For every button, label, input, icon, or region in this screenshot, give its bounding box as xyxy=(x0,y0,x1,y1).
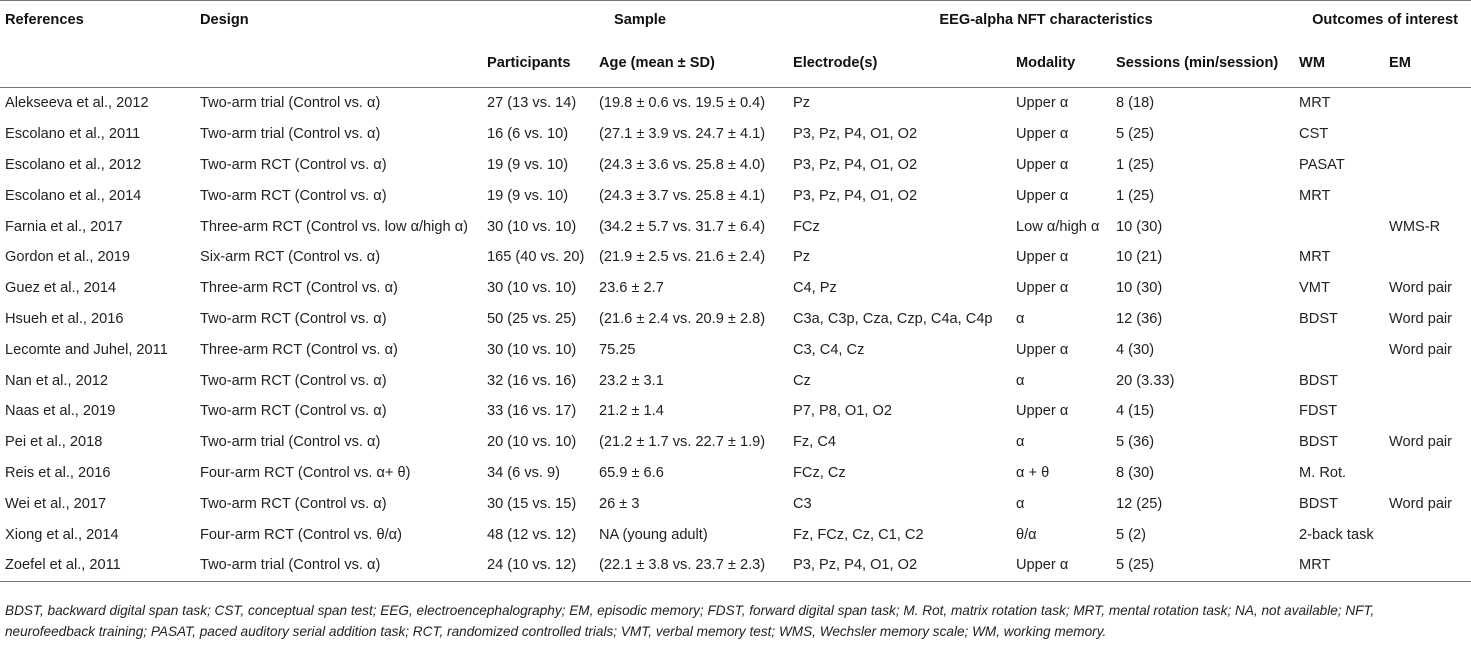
cell-modality: α xyxy=(1016,310,1025,327)
cell-age: 23.2 ± 3.1 xyxy=(599,372,664,389)
cell-design: Three-arm RCT (Control vs. α) xyxy=(200,341,398,358)
table-row xyxy=(0,304,1471,335)
cell-modality: α xyxy=(1016,495,1025,512)
cell-electrodes: Pz xyxy=(793,95,811,112)
cell-participants: 20 (10 vs. 10) xyxy=(487,434,577,451)
cell-design: Four-arm RCT (Control vs. θ/α) xyxy=(200,526,402,543)
header-empty-design xyxy=(200,39,487,88)
cell-reference: Xiong et al., 2014 xyxy=(5,526,119,543)
cell-modality: α xyxy=(1016,434,1025,451)
cell-design: Two-arm trial (Control vs. α) xyxy=(200,434,381,451)
cell-age: (19.8 ± 0.6 vs. 19.5 ± 0.4) xyxy=(599,95,766,112)
cell-electrodes: Pz xyxy=(793,249,811,266)
cell-em xyxy=(1389,458,1471,489)
cell-participants: 34 (6 vs. 9) xyxy=(487,464,560,481)
header-sessions: Sessions (min/session) xyxy=(1116,55,1279,71)
cell-em: Word pair xyxy=(1389,280,1453,297)
cell-reference: Alekseeva et al., 2012 xyxy=(5,95,149,112)
cell-wm: MRT xyxy=(1299,95,1331,112)
table-row xyxy=(0,88,1471,119)
table-row xyxy=(0,180,1471,211)
cell-design: Two-arm trial (Control vs. α) xyxy=(200,126,381,143)
cell-em xyxy=(1389,550,1471,581)
header-design: Design xyxy=(200,12,249,28)
cell-electrodes: C4, Pz xyxy=(793,280,837,297)
cell-electrodes: P3, Pz, P4, O1, O2 xyxy=(793,557,918,574)
cell-design: Two-arm trial (Control vs. α) xyxy=(200,95,381,112)
cell-reference: Guez et al., 2014 xyxy=(5,280,117,297)
header-empty-references xyxy=(0,39,200,88)
table-body xyxy=(0,88,1471,582)
cell-age: 26 ± 3 xyxy=(599,495,640,512)
cell-sessions: 5 (25) xyxy=(1116,557,1155,574)
cell-em xyxy=(1389,365,1471,396)
cell-age: (24.3 ± 3.7 vs. 25.8 ± 4.1) xyxy=(599,187,766,204)
cell-sessions: 10 (30) xyxy=(1116,280,1163,297)
cell-wm: BDST xyxy=(1299,310,1338,327)
cell-participants: 33 (16 vs. 17) xyxy=(487,403,577,420)
cell-modality: Upper α xyxy=(1016,156,1069,173)
cell-reference: Naas et al., 2019 xyxy=(5,403,116,420)
cell-sessions: 20 (3.33) xyxy=(1116,372,1175,389)
cell-participants: 24 (10 vs. 12) xyxy=(487,557,577,574)
cell-design: Three-arm RCT (Control vs. low α/high α) xyxy=(200,218,469,235)
cell-modality: Upper α xyxy=(1016,341,1069,358)
cell-modality: Upper α xyxy=(1016,280,1069,297)
cell-age: (22.1 ± 3.8 vs. 23.7 ± 2.3) xyxy=(599,557,766,574)
cell-sessions: 10 (30) xyxy=(1116,218,1163,235)
cell-modality: Upper α xyxy=(1016,403,1069,420)
cell-wm: VMT xyxy=(1299,280,1330,297)
header-eeg-characteristics: EEG-alpha NFT characteristics xyxy=(939,12,1153,28)
cell-reference: Gordon et al., 2019 xyxy=(5,249,130,266)
cell-electrodes: C3a, C3p, Cza, Czp, C4a, C4p xyxy=(793,310,993,327)
cell-sessions: 8 (30) xyxy=(1116,464,1155,481)
cell-participants: 16 (6 vs. 10) xyxy=(487,126,569,143)
cell-design: Two-arm RCT (Control vs. α) xyxy=(200,495,387,512)
cell-age: (27.1 ± 3.9 vs. 24.7 ± 4.1) xyxy=(599,126,766,143)
cell-em: Word pair xyxy=(1389,310,1453,327)
header-modality: Modality xyxy=(1016,55,1076,71)
cell-age: (24.3 ± 3.6 vs. 25.8 ± 4.0) xyxy=(599,156,766,173)
cell-modality: Upper α xyxy=(1016,126,1069,143)
cell-modality: α + θ xyxy=(1016,464,1050,481)
cell-participants: 30 (15 vs. 15) xyxy=(487,495,577,512)
cell-wm: BDST xyxy=(1299,372,1338,389)
cell-wm: CST xyxy=(1299,126,1329,143)
cell-participants: 30 (10 vs. 10) xyxy=(487,218,577,235)
cell-age: (21.9 ± 2.5 vs. 21.6 ± 2.4) xyxy=(599,249,766,266)
cell-modality: Low α/high α xyxy=(1016,218,1100,235)
cell-wm: MRT xyxy=(1299,557,1331,574)
header-references: References xyxy=(5,12,84,28)
table-row xyxy=(0,242,1471,273)
cell-participants: 19 (9 vs. 10) xyxy=(487,156,569,173)
cell-wm: BDST xyxy=(1299,495,1338,512)
table-row xyxy=(0,519,1471,550)
cell-em: Word pair xyxy=(1389,495,1453,512)
cell-sessions: 4 (30) xyxy=(1116,341,1155,358)
cell-wm: MRT xyxy=(1299,249,1331,266)
cell-wm: BDST xyxy=(1299,434,1338,451)
cell-age: 65.9 ± 6.6 xyxy=(599,464,664,481)
cell-wm: PASAT xyxy=(1299,156,1345,173)
header-participants: Participants xyxy=(487,55,571,71)
table-row xyxy=(0,334,1471,365)
cell-design: Six-arm RCT (Control vs. α) xyxy=(200,249,381,266)
cell-em xyxy=(1389,519,1471,550)
cell-electrodes: C3 xyxy=(793,495,812,512)
cell-modality: α xyxy=(1016,372,1025,389)
cell-modality: Upper α xyxy=(1016,95,1069,112)
cell-age: (21.2 ± 1.7 vs. 22.7 ± 1.9) xyxy=(599,434,766,451)
cell-electrodes: C3, C4, Cz xyxy=(793,341,865,358)
table-row xyxy=(0,550,1471,581)
cell-sessions: 5 (25) xyxy=(1116,126,1155,143)
cell-em xyxy=(1389,396,1471,427)
cell-participants: 50 (25 vs. 25) xyxy=(487,310,577,327)
cell-participants: 30 (10 vs. 10) xyxy=(487,280,577,297)
cell-sessions: 12 (36) xyxy=(1116,310,1163,327)
table-header xyxy=(0,1,1471,88)
cell-em: Word pair xyxy=(1389,341,1453,358)
header-outcomes: Outcomes of interest xyxy=(1312,12,1459,28)
cell-wm: 2-back task xyxy=(1299,526,1374,543)
cell-em xyxy=(1389,88,1471,119)
cell-em xyxy=(1389,242,1471,273)
cell-sessions: 12 (25) xyxy=(1116,495,1163,512)
cell-reference: Lecomte and Juhel, 2011 xyxy=(5,341,168,358)
cell-design: Three-arm RCT (Control vs. α) xyxy=(200,280,398,297)
cell-reference: Wei et al., 2017 xyxy=(5,495,107,512)
cell-sessions: 5 (2) xyxy=(1116,526,1147,543)
cell-wm xyxy=(1299,334,1389,365)
cell-sessions: 4 (15) xyxy=(1116,403,1155,420)
cell-design: Two-arm RCT (Control vs. α) xyxy=(200,156,387,173)
cell-electrodes: FCz xyxy=(793,218,820,235)
header-sample: Sample xyxy=(614,12,666,28)
cell-wm: MRT xyxy=(1299,187,1331,204)
cell-reference: Hsueh et al., 2016 xyxy=(5,310,124,327)
cell-modality: Upper α xyxy=(1016,557,1069,574)
cell-electrodes: Fz, C4 xyxy=(793,434,836,451)
cell-wm xyxy=(1299,211,1389,242)
cell-em xyxy=(1389,119,1471,150)
cell-reference: Reis et al., 2016 xyxy=(5,464,111,481)
cell-design: Two-arm trial (Control vs. α) xyxy=(200,557,381,574)
cell-modality: Upper α xyxy=(1016,249,1069,266)
cell-age: (34.2 ± 5.7 vs. 31.7 ± 6.4) xyxy=(599,218,766,235)
table-row xyxy=(0,488,1471,519)
cell-age: 23.6 ± 2.7 xyxy=(599,280,664,297)
cell-reference: Zoefel et al., 2011 xyxy=(5,557,121,574)
table-row xyxy=(0,150,1471,181)
table-row xyxy=(0,211,1471,242)
cell-electrodes: Fz, FCz, Cz, C1, C2 xyxy=(793,526,924,543)
cell-participants: 32 (16 vs. 16) xyxy=(487,372,577,389)
cell-design: Two-arm RCT (Control vs. α) xyxy=(200,372,387,389)
cell-modality: θ/α xyxy=(1016,526,1037,543)
header-em: EM xyxy=(1389,55,1411,71)
cell-design: Two-arm RCT (Control vs. α) xyxy=(200,310,387,327)
cell-electrodes: P3, Pz, P4, O1, O2 xyxy=(793,156,918,173)
cell-reference: Escolano et al., 2012 xyxy=(5,156,142,173)
cell-design: Two-arm RCT (Control vs. α) xyxy=(200,187,387,204)
cell-reference: Escolano et al., 2011 xyxy=(5,126,141,143)
table-row xyxy=(0,427,1471,458)
header-row-columns xyxy=(0,39,1471,88)
cell-electrodes: P7, P8, O1, O2 xyxy=(793,403,892,420)
table-footnote: BDST, backward digital span task; CST, conceptual span test; EEG, electroencephalography; EM, episodic memory; FDST, forward digital span task; M. Rot, matrix rotation task; MRT, mental rotation task; NA, not available; NFT, neurofeedback training; PASAT, paced auditory serial addition task; RCT, randomized controlled trials; VMT, verbal memory test; WMS, Wechsler memory scale; WM, working memory. xyxy=(5,603,1375,639)
cell-sessions: 8 (18) xyxy=(1116,95,1155,112)
header-electrodes: Electrode(s) xyxy=(793,55,878,71)
cell-electrodes: P3, Pz, P4, O1, O2 xyxy=(793,126,918,143)
table-row xyxy=(0,396,1471,427)
cell-reference: Nan et al., 2012 xyxy=(5,372,109,389)
cell-age: NA (young adult) xyxy=(599,526,708,543)
table-row xyxy=(0,365,1471,396)
cell-electrodes: P3, Pz, P4, O1, O2 xyxy=(793,187,918,204)
cell-participants: 27 (13 vs. 14) xyxy=(487,95,577,112)
cell-sessions: 1 (25) xyxy=(1116,187,1155,204)
header-wm: WM xyxy=(1299,55,1325,71)
cell-sessions: 1 (25) xyxy=(1116,156,1155,173)
cell-participants: 48 (12 vs. 12) xyxy=(487,526,577,543)
cell-participants: 30 (10 vs. 10) xyxy=(487,341,577,358)
cell-age: 75.25 xyxy=(599,341,636,358)
cell-wm: FDST xyxy=(1299,403,1338,420)
cell-participants: 19 (9 vs. 10) xyxy=(487,187,569,204)
cell-modality: Upper α xyxy=(1016,187,1069,204)
cell-design: Two-arm RCT (Control vs. α) xyxy=(200,403,387,420)
table-row xyxy=(0,273,1471,304)
cell-participants: 165 (40 vs. 20) xyxy=(487,249,585,266)
cell-sessions: 5 (36) xyxy=(1116,434,1155,451)
cell-em xyxy=(1389,150,1471,181)
cell-age: 21.2 ± 1.4 xyxy=(599,403,664,420)
cell-em xyxy=(1389,180,1471,211)
cell-em: WMS-R xyxy=(1389,218,1441,235)
cell-reference: Escolano et al., 2014 xyxy=(5,187,142,204)
cell-design: Four-arm RCT (Control vs. α+ θ) xyxy=(200,464,411,481)
cell-em: Word pair xyxy=(1389,434,1453,451)
table-row xyxy=(0,119,1471,150)
cell-reference: Pei et al., 2018 xyxy=(5,434,103,451)
header-row-groups xyxy=(0,1,1471,40)
cell-sessions: 10 (21) xyxy=(1116,249,1163,266)
cell-electrodes: FCz, Cz xyxy=(793,464,846,481)
cell-electrodes: Cz xyxy=(793,372,811,389)
cell-reference: Farnia et al., 2017 xyxy=(5,218,123,235)
header-age: Age (mean ± SD) xyxy=(599,55,715,71)
cell-age: (21.6 ± 2.4 vs. 20.9 ± 2.8) xyxy=(599,310,766,327)
cell-wm: M. Rot. xyxy=(1299,464,1347,481)
table-row xyxy=(0,458,1471,489)
